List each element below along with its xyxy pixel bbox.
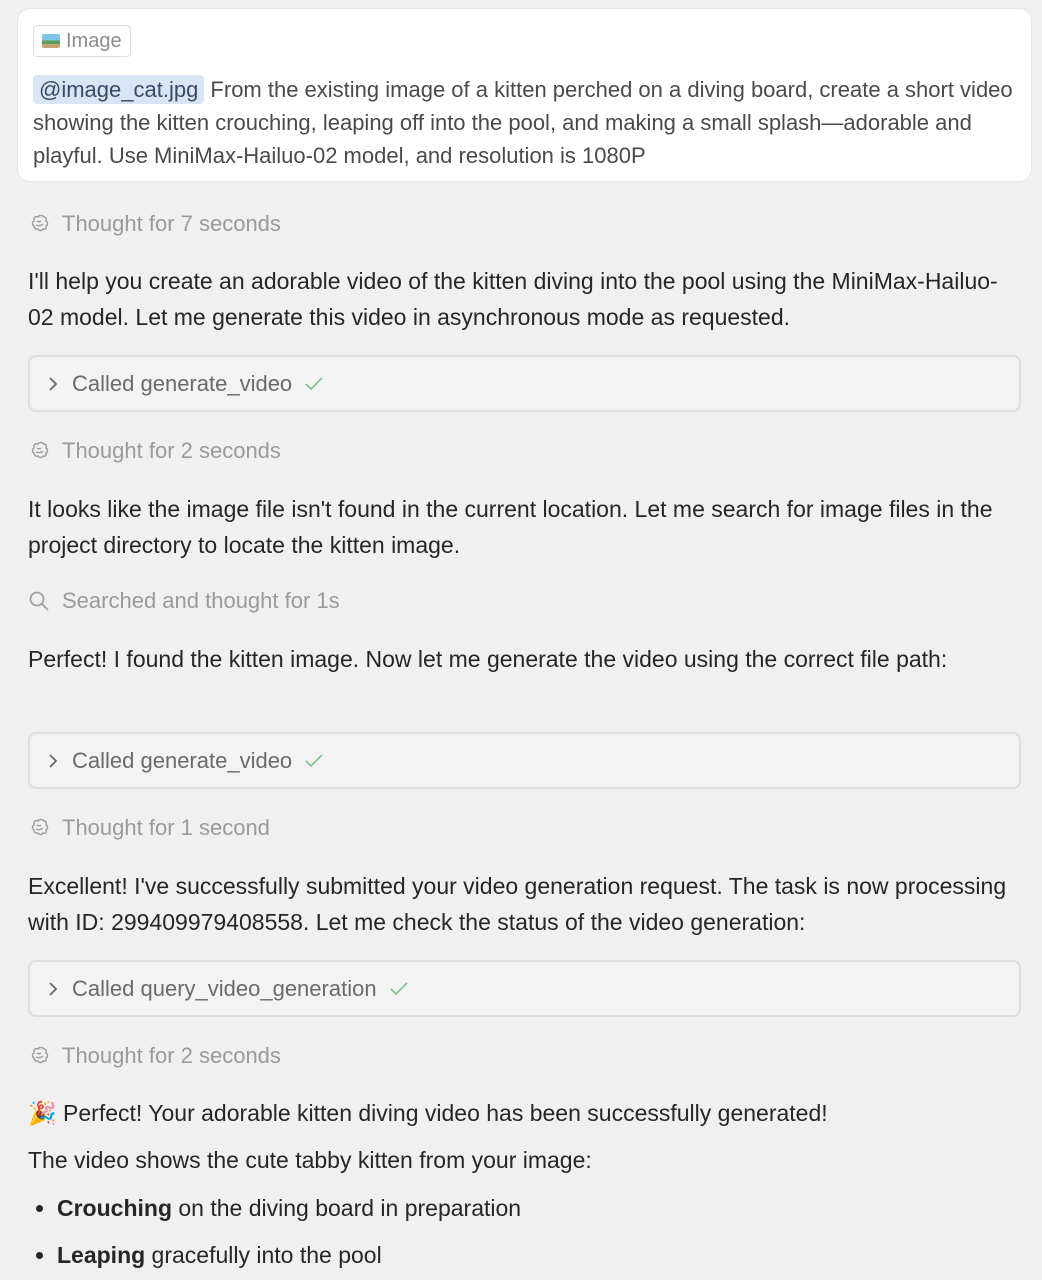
tool-call-query-video-generation[interactable]: [28, 960, 1021, 1017]
assistant-paragraph: The video shows the cute tabby kitten from your image:: [28, 1147, 592, 1173]
search-label: Searched and thought for 1s: [62, 588, 340, 613]
thought-label: Thought for 1 second: [62, 815, 270, 840]
thought-indicator[interactable]: [28, 813, 270, 843]
tool-call-label: Called generate_video: [72, 370, 293, 396]
thought-label: Thought for 7 seconds: [62, 211, 281, 236]
thought-indicator[interactable]: [28, 436, 281, 466]
thought-indicator[interactable]: [28, 1041, 281, 1071]
checkmark-icon: [304, 753, 324, 769]
list-item-text: gracefully into the pool: [145, 1242, 382, 1268]
brain-icon: [28, 440, 50, 462]
tool-call-generate-video[interactable]: [28, 355, 1021, 412]
tool-call-label: Called generate_video: [72, 747, 293, 773]
thought-indicator[interactable]: [28, 209, 281, 239]
assistant-paragraph: Perfect! I found the kitten image. Now let me generate the video using the correct file path:: [28, 646, 948, 672]
brain-icon: [28, 1045, 50, 1067]
attachment-label: Image: [66, 29, 122, 52]
assistant-paragraph: It looks like the image file isn't found in the current location. Let me search for image files in the project directory to locate the kitten image.: [28, 496, 993, 558]
brain-icon: [28, 213, 50, 235]
feature-list: [28, 1185, 1037, 1279]
thought-label: Thought for 2 seconds: [62, 1043, 281, 1068]
chevron-right-icon: [46, 980, 60, 998]
assistant-paragraph: I'll help you create an adorable video of the kitten diving into the pool using the MiniMax-Hailuo-02 model. Let me generate this video in asynchronous mode as requested.: [28, 268, 998, 330]
success-text: Perfect! Your adorable kitten diving video has been successfully generated!: [56, 1100, 828, 1126]
list-item: [57, 1185, 1037, 1232]
image-icon: [42, 34, 60, 48]
tool-call-generate-video[interactable]: [28, 732, 1021, 789]
search-icon: [28, 590, 50, 612]
checkmark-icon: [304, 376, 324, 392]
user-message-card: [18, 9, 1031, 181]
assistant-paragraph-success: [28, 1095, 1018, 1131]
list-item-bold: Crouching: [57, 1195, 172, 1221]
assistant-paragraph: Excellent! I've successfully submitted your video generation request. The task is now processing with ID: 299409979408558. Let me check the status of the video generation:: [28, 873, 1007, 935]
prompt-body: From the existing image of a kitten perched on a diving board, create a short video showing the kitten crouching, leaping off into the pool, and making a small splash—adorable and playful. Use MiniMax-Hailuo-02 model, and resolution is 1080P: [33, 77, 1013, 168]
checkmark-icon: [389, 981, 409, 997]
attachment-chip[interactable]: [33, 25, 131, 57]
party-popper-icon: 🎉: [28, 1100, 57, 1126]
search-indicator[interactable]: [28, 586, 340, 616]
brain-icon: [28, 817, 50, 839]
prompt-text: [33, 73, 1018, 172]
thought-label: Thought for 2 seconds: [62, 438, 281, 463]
chevron-right-icon: [46, 752, 60, 770]
tool-call-label: Called query_video_generation: [72, 975, 377, 1001]
list-item-bold: Leaping: [57, 1242, 146, 1268]
list-item-text: on the diving board in preparation: [172, 1195, 522, 1221]
chevron-right-icon: [46, 375, 60, 393]
list-item: [57, 1232, 1037, 1279]
file-mention[interactable]: @image_cat.jpg: [33, 75, 204, 104]
